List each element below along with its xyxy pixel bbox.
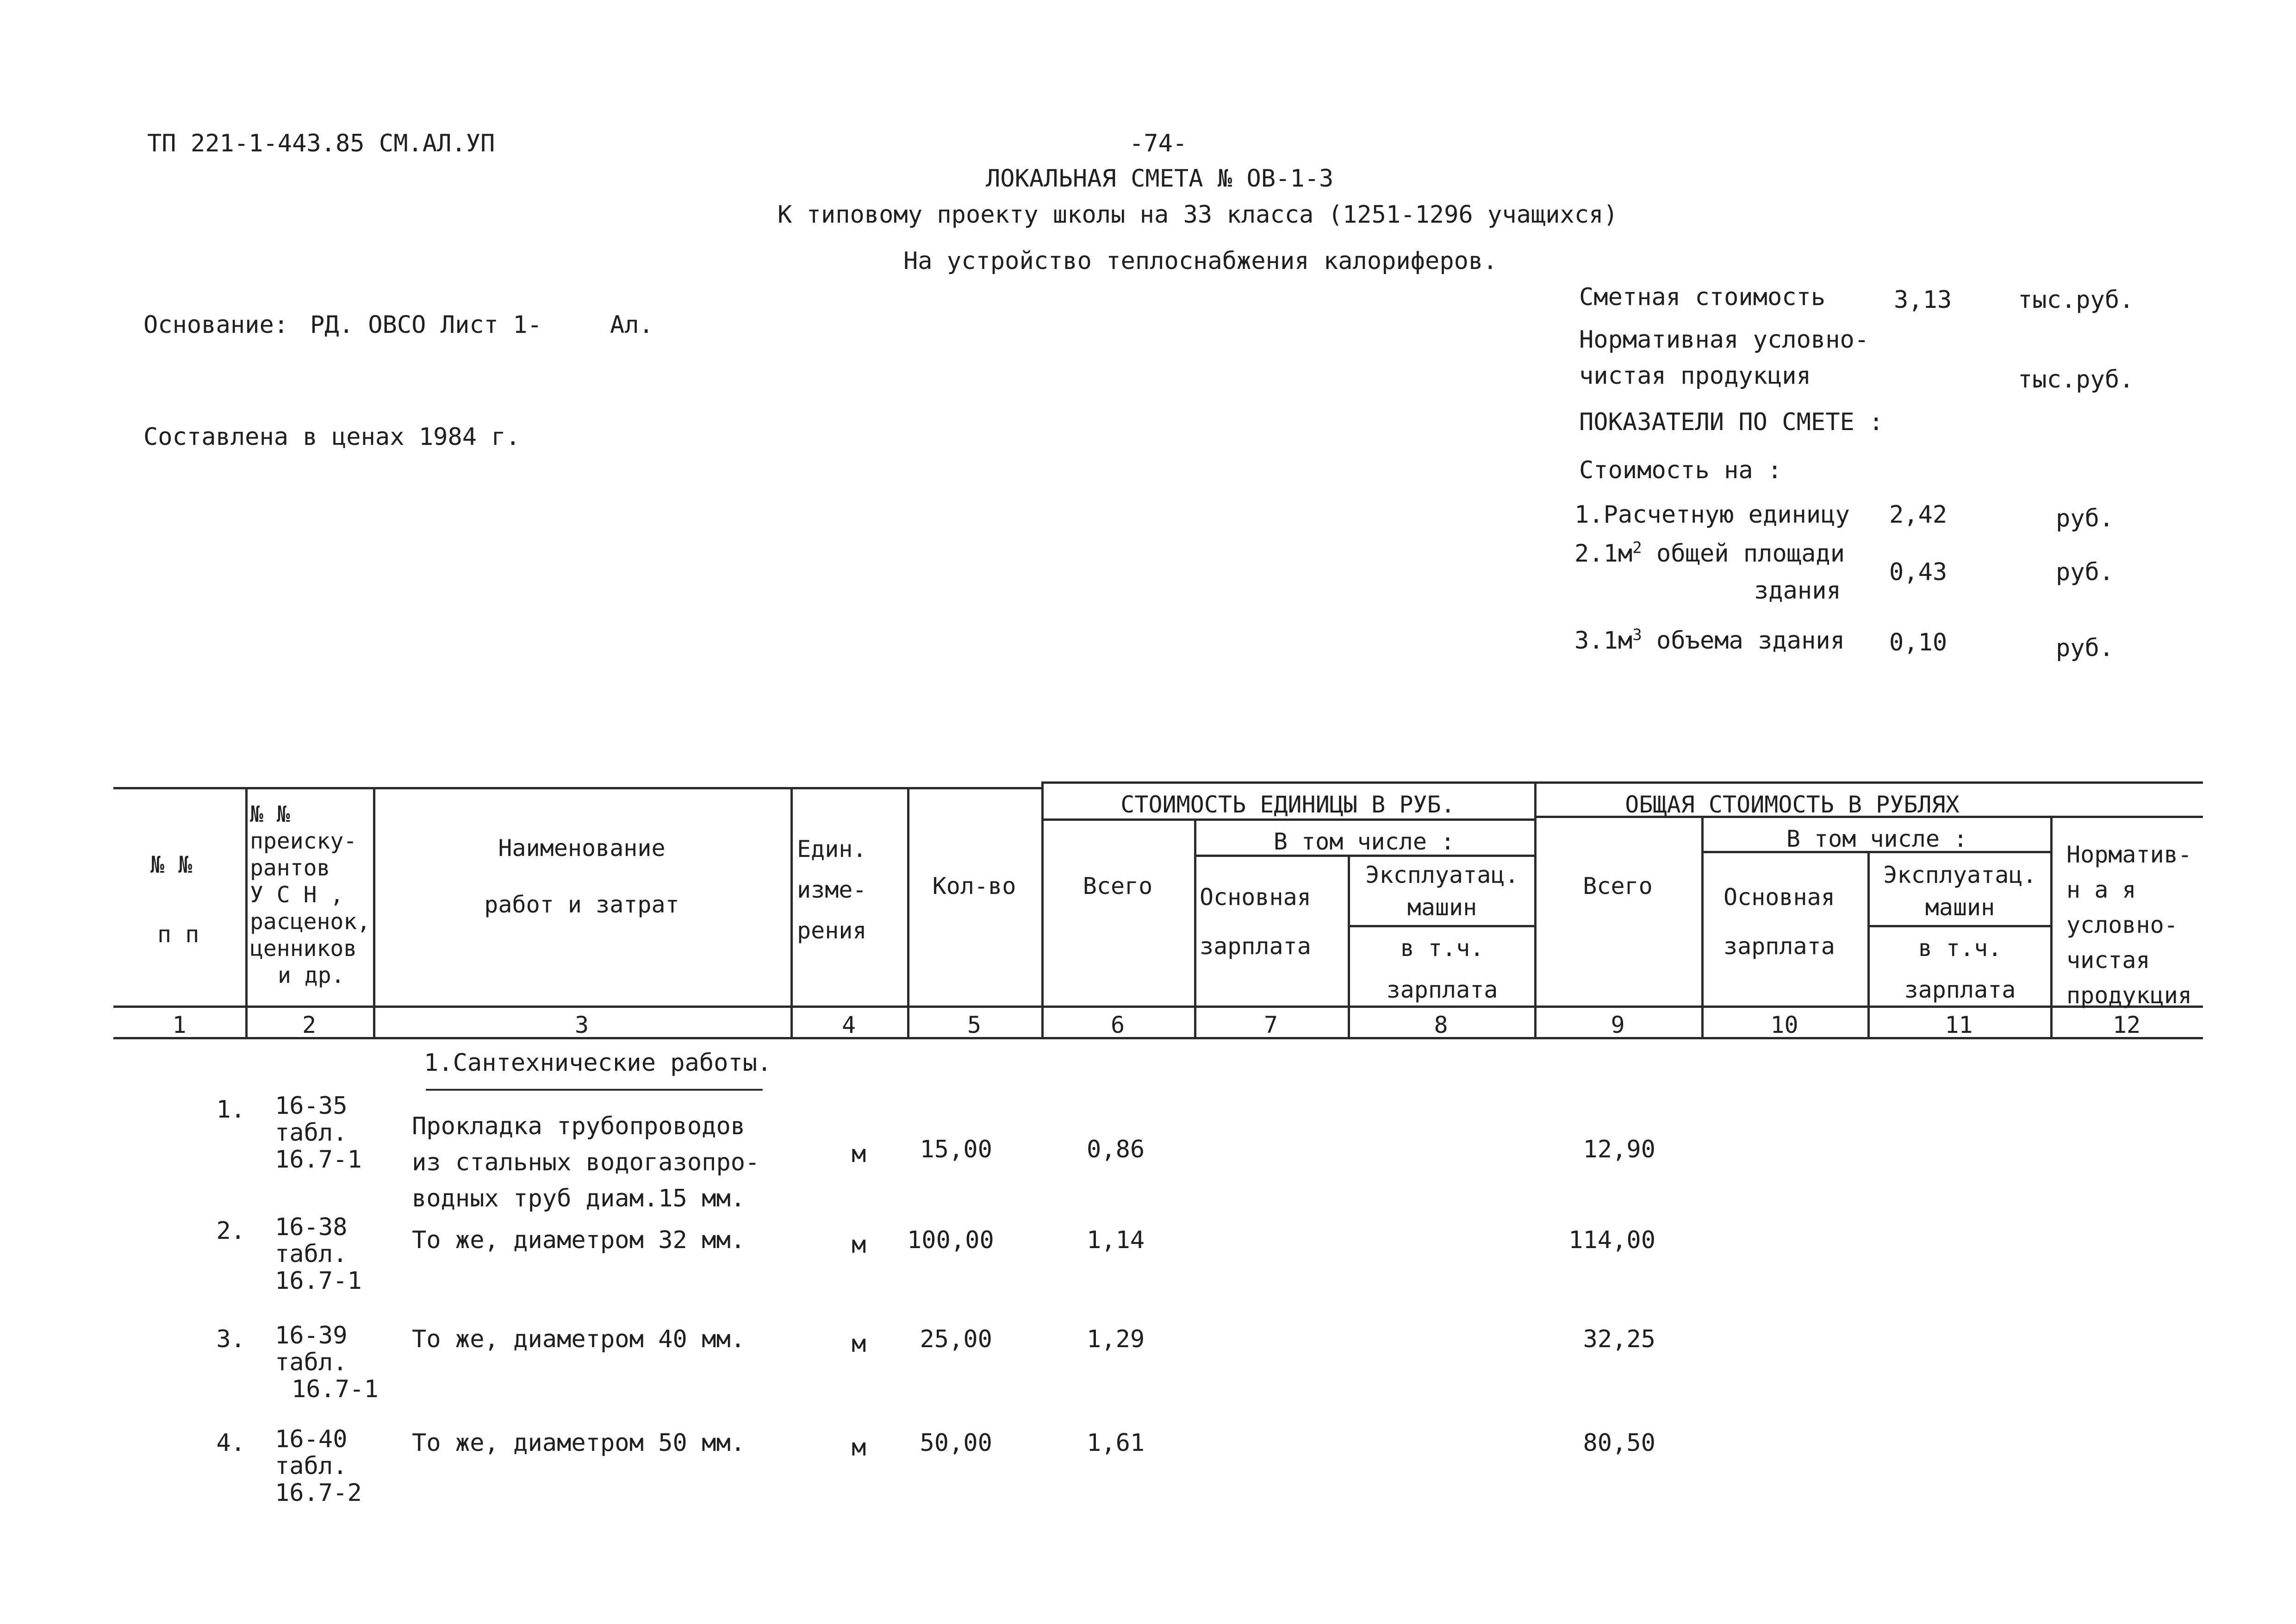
indicator-3-unit: руб. [2056, 634, 2114, 662]
row-number: 1. [216, 1096, 245, 1124]
header-c12-line: н а я [2066, 876, 2136, 903]
row-name: То же, диаметром 32 мм. [412, 1226, 746, 1254]
normative-label-2: чистая продукция [1579, 362, 1811, 390]
row-quantity: 15,00 [920, 1136, 992, 1163]
col-border-1 [245, 787, 248, 1039]
header-c8-wage-1: в т.ч. [1400, 935, 1484, 962]
header-c2 [250, 801, 373, 989]
col-number: 2 [302, 1012, 317, 1038]
header-unit-incl: В том числе : [1273, 828, 1455, 855]
header-c2-line: ценников [250, 936, 357, 962]
col-border-3 [790, 787, 793, 1039]
indicator-1-label: 1.Расчетную единицу [1574, 501, 1850, 529]
indicator-3-value: 0,10 [1889, 629, 1948, 656]
page-number: -74- [1129, 130, 1188, 157]
row-unit: м [852, 1231, 866, 1259]
header-c10-line1: Основная [1724, 884, 1835, 911]
indicator-1-value: 2,42 [1889, 501, 1948, 529]
indicator-2-label: $2.1м^2$ общей площади [1574, 538, 1845, 568]
row-name: То же, диаметром 50 мм. [412, 1429, 746, 1457]
row-unit-total: 0,86 [1087, 1136, 1145, 1163]
row-quantity: 25,00 [920, 1325, 992, 1353]
header-c7-line2: зарплата [1200, 933, 1311, 960]
col-border-4 [907, 787, 909, 1039]
section-heading: 1.Сантехнические работы. [424, 1049, 772, 1077]
col-number: 9 [1611, 1012, 1625, 1038]
header-c3-bottom: работ и затрат [484, 891, 679, 918]
header-c9: Всего [1583, 873, 1653, 899]
header-c8-machines-1: Эксплуатац. [1365, 862, 1519, 888]
table-top-rule-left [113, 787, 1044, 789]
col-number: 10 [1770, 1012, 1798, 1038]
basis-value: РД. ОВСО Лист 1- [310, 311, 542, 339]
header-c2-line: № № [250, 801, 290, 827]
header-c12-line: условно- [2066, 912, 2178, 938]
indicator-1-unit: руб. [2056, 505, 2114, 532]
header-c2-line: рантов [250, 855, 330, 881]
row-code: 16-35 табл. 16.7-1 [275, 1092, 362, 1174]
col-number: 11 [1945, 1012, 1973, 1038]
col-number: 1 [172, 1012, 187, 1038]
row-code: 16-39 табл. 16.7-1 [275, 1322, 379, 1403]
header-c4 [797, 829, 867, 951]
row-name: Прокладка трубопроводов из стальных водогазопро- водных труб диам.15 мм. [412, 1112, 760, 1212]
row-quantity: 50,00 [920, 1429, 992, 1457]
row-unit: м [852, 1140, 866, 1168]
header-c7-line1: Основная [1200, 884, 1311, 911]
col-number: 12 [2112, 1012, 2141, 1038]
row-total: 32,25 [1583, 1325, 1655, 1353]
table-top-rule [1041, 781, 2203, 784]
header-c11-machines-2: машин [1925, 894, 1995, 921]
estimated-cost-unit: тыс.руб. [2018, 286, 2134, 314]
header-unit-cost-group: СТОИМОСТЬ ЕДИНИЦЫ В РУБ. [1120, 791, 1455, 818]
row-total: 114,00 [1568, 1226, 1655, 1254]
row-number: 2. [216, 1217, 245, 1245]
row-unit-total: 1,29 [1087, 1325, 1145, 1353]
document-code: ТП 221-1-443.85 СМ.АЛ.УП [147, 130, 495, 157]
basis-label: Основание: [143, 311, 289, 339]
estimate-purpose: На устройство теплоснабжения калориферов. [903, 247, 1498, 275]
superscript-3: 3 [1632, 625, 1642, 644]
row-unit: м [852, 1434, 866, 1462]
col-number: 3 [574, 1012, 589, 1038]
normative-label-1: Нормативная условно- [1579, 326, 1869, 354]
row-unit-total: 1,14 [1087, 1226, 1145, 1254]
indicator-3-label: $3.1м^3$ объема здания [1574, 625, 1845, 655]
header-c3-top: Наименование [498, 835, 666, 862]
price-level: Составлена в ценах 1984 г. [143, 423, 520, 451]
row-name: То же, диаметром 40 мм. [412, 1325, 746, 1353]
superscript-2: 2 [1632, 538, 1642, 557]
header-c1-bottom: п п [157, 921, 199, 948]
header-c2-line: расценок, [250, 909, 371, 935]
col-number: 8 [1434, 1012, 1448, 1038]
estimated-cost-value: 3,13 [1894, 286, 1952, 314]
header-c11-wage-1: в т.ч. [1918, 935, 2002, 962]
indicator-2-value: 0,43 [1889, 558, 1948, 586]
header-c6: Всего [1083, 873, 1153, 899]
header-c12-line: продукция [2066, 982, 2192, 1009]
estimate-title: ЛОКАЛЬНАЯ СМЕТА № ОВ-1-3 [986, 165, 1334, 193]
row-number: 3. [216, 1325, 245, 1353]
header-c8-machines-2: машин [1407, 894, 1477, 921]
indicator-2-label-line2: здания [1754, 577, 1841, 605]
col-number: 5 [967, 1012, 982, 1038]
row-unit: м [852, 1330, 866, 1358]
header-c5: Кол-во [932, 873, 1016, 899]
row-code: 16-38 табл. 16.7-1 [275, 1213, 362, 1295]
header-c10-line2: зарплата [1724, 933, 1835, 960]
col-number: 7 [1263, 1012, 1278, 1038]
header-total-incl: В том числе : [1786, 825, 1968, 852]
row-number: 4. [216, 1429, 245, 1457]
col-number: 4 [841, 1012, 856, 1038]
header-c2-line: преиску- [250, 828, 357, 854]
estimate-subtitle: К типовому проекту школы на 33 класса (1251-1296 учащихся) [778, 201, 1618, 229]
col-number: 6 [1110, 1012, 1125, 1038]
indicator-2-unit: руб. [2056, 558, 2114, 586]
indicators-heading: ПОКАЗАТЕЛИ ПО СМЕТЕ : [1579, 408, 1884, 436]
estimated-cost-label: Сметная стоимость [1579, 283, 1826, 311]
row-total: 12,90 [1583, 1136, 1655, 1163]
header-c11-machines-1: Эксплуатац. [1883, 862, 2037, 888]
header-c8-wage-2: зарплата [1386, 976, 1498, 1003]
cost-for-label: Стоимость на : [1579, 456, 1782, 484]
row-total: 80,50 [1583, 1429, 1655, 1457]
section-underline [426, 1089, 763, 1091]
header-c2-line: и др. [278, 962, 345, 988]
row-code: 16-40 табл. 16.7-2 [275, 1425, 362, 1507]
header-c12-line: Норматив- [2066, 841, 2192, 868]
header-c12 [2066, 837, 2192, 1013]
basis-suffix: Ал. [610, 311, 653, 339]
row-quantity: 100,00 [907, 1226, 994, 1254]
header-c4-line: Един. [797, 836, 867, 862]
header-c11-wage-2: зарплата [1904, 976, 2016, 1003]
header-c4-line: изме- [797, 876, 867, 903]
header-total-cost-group: ОБЩАЯ СТОИМОСТЬ В РУБЛЯХ [1625, 791, 1960, 818]
normative-unit: тыс.руб. [2018, 366, 2134, 394]
header-c12-line: чистая [2066, 947, 2150, 974]
header-c4-line: рения [797, 917, 867, 944]
header-c2-line: У С Н , [250, 882, 344, 908]
row-unit-total: 1,61 [1087, 1429, 1145, 1457]
header-c1-top: № № [150, 851, 193, 878]
